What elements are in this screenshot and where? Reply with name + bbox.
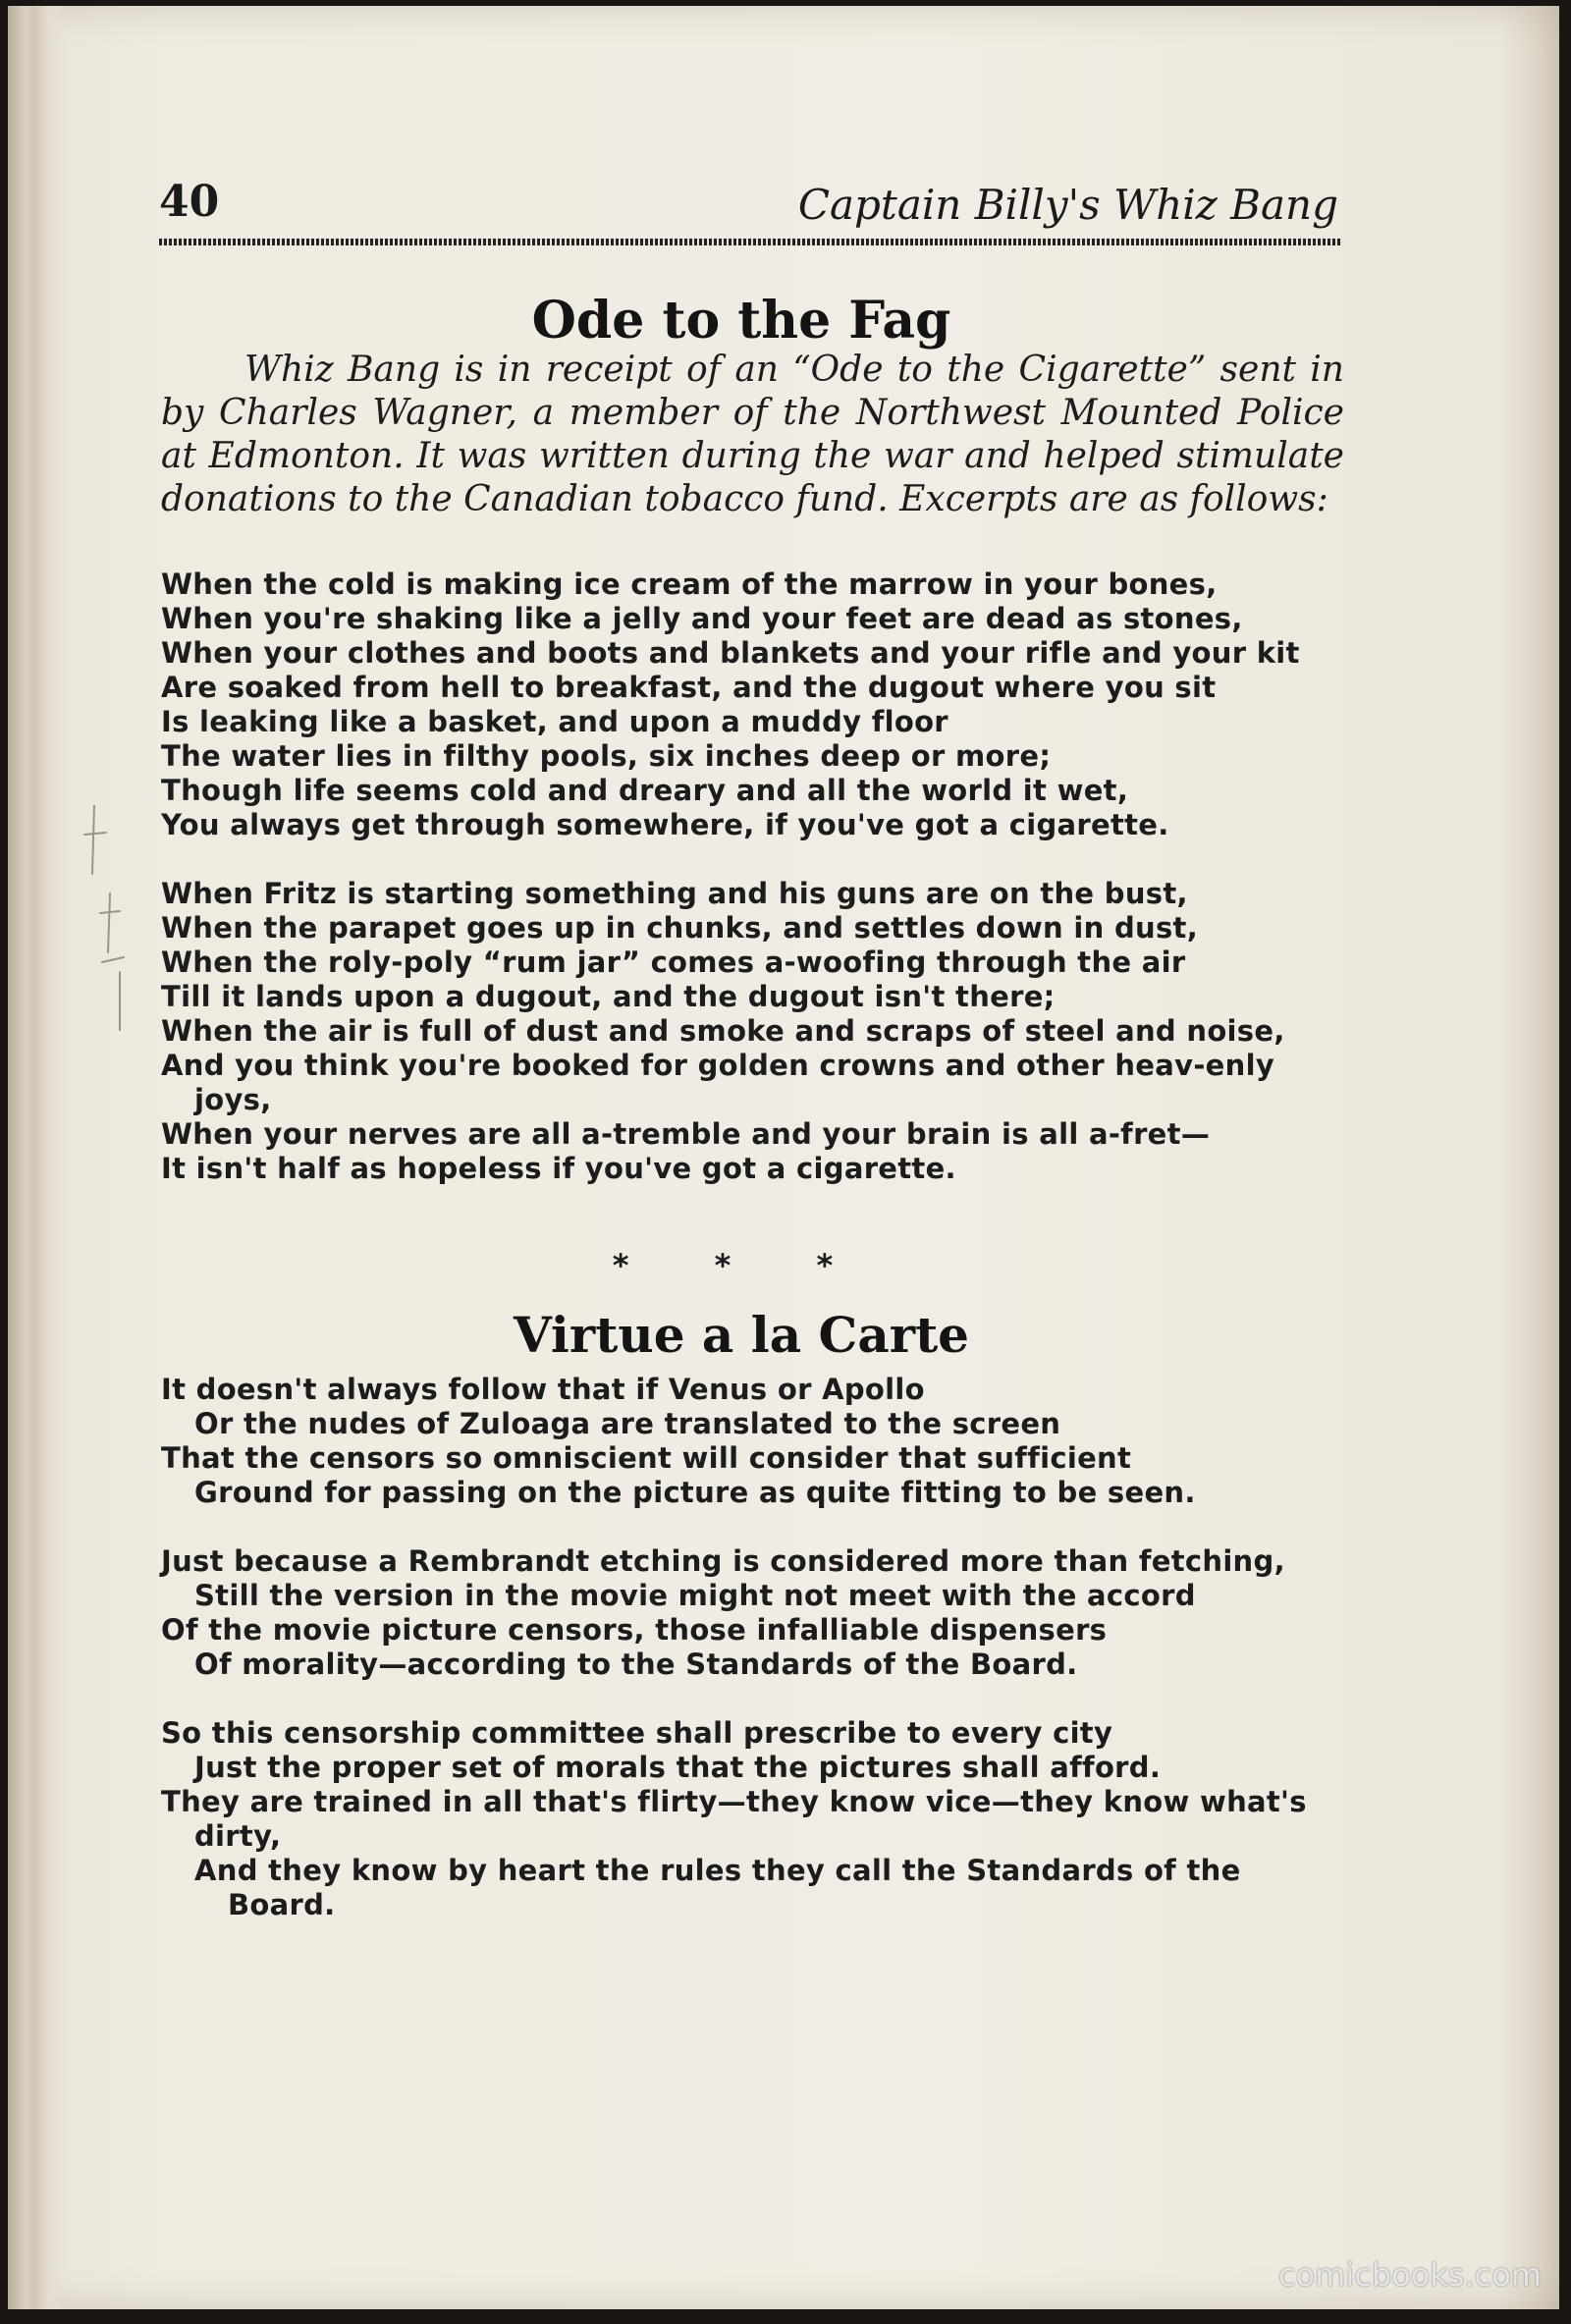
poem-line: So this censorship committee shall prescribe to every city <box>161 1716 1113 1750</box>
poem-line: When your nerves are all a-tremble and your brain is all a-fret— <box>161 1117 1211 1151</box>
poem-line: And they know by heart the rules they call the Standards of the Board. <box>194 1854 1241 1921</box>
poem-line: The water lies in filthy pools, six inches deep or more; <box>161 739 1052 773</box>
poem-line: Are soaked from hell to breakfast, and the dugout where you sit <box>161 671 1217 704</box>
poem-line: Till it lands upon a dugout, and the dugout isn't there; <box>161 980 1056 1013</box>
poem-stanza <box>161 1716 1349 1922</box>
poem-line: When Fritz is starting something and his guns are on the bust, <box>161 877 1188 910</box>
poem-virtue <box>161 1373 1349 1922</box>
article-title-ode: Ode to the Fag <box>531 291 951 351</box>
running-header-title: Captain Billy's Whiz Bang <box>797 181 1338 229</box>
poem-line: They are trained in all that's flirty—they know vice—they know what's dirty, <box>161 1785 1307 1853</box>
poem-line: It doesn't always follow that if Venus or Apollo <box>161 1373 925 1406</box>
poem-stanza <box>161 1544 1349 1682</box>
poem-line: And you think you're booked for golden crowns and other heav-enly joys, <box>161 1049 1275 1116</box>
poem-line: When the parapet goes up in chunks, and settles down in dust, <box>161 911 1199 945</box>
poem-line: That the censors so omniscient will consider that sufficient <box>161 1441 1132 1475</box>
poem-line: When you're shaking like a jelly and your feet are dead as stones, <box>161 602 1243 635</box>
poem-line: Just because a Rembrandt etching is considered more than fetching, <box>161 1544 1285 1578</box>
poem-line: Is leaking like a basket, and upon a muddy floor <box>161 705 948 738</box>
watermark: comicbooks.com <box>1277 2256 1542 2294</box>
poem-stanza <box>161 1373 1349 1510</box>
poem-line: Though life seems cold and dreary and all the world it wet, <box>161 774 1129 807</box>
pencil-mark <box>81 805 139 1031</box>
poem-stanza <box>161 567 1349 842</box>
poem-ode <box>161 567 1349 1186</box>
poem-line: Ground for passing on the picture as quite fitting to be seen. <box>194 1476 1196 1509</box>
poem-line: Still the version in the movie might not meet with the accord <box>194 1579 1196 1612</box>
article-intro <box>161 349 1344 521</box>
poem-line: Or the nudes of Zuloaga are translated to the screen <box>194 1407 1061 1440</box>
page-number: 40 <box>159 177 220 227</box>
page-binding-edge <box>8 6 67 2309</box>
poem-line: Of the movie picture censors, those infalliable dispensers <box>161 1613 1108 1647</box>
section-separator: * * * <box>612 1247 871 1284</box>
intro-paragraph: Whiz Bang is in receipt of an “Ode to the Cigarette” sent in by Charles Wagner, a member of the Northwest Mounted Police at Edmonton. It was written during the war and helped stimulate donations to the Canadian tobacco fund. Excerpts are as follows: <box>161 350 1344 519</box>
article-title-virtue: Virtue a la Carte <box>514 1306 969 1364</box>
poem-line: Of morality—according to the Standards of the Board. <box>194 1648 1078 1681</box>
header-rule <box>159 239 1342 245</box>
poem-line: When your clothes and boots and blankets and your rifle and your kit <box>161 636 1300 670</box>
poem-line: Just the proper set of morals that the pictures shall afford. <box>194 1751 1162 1784</box>
poem-line: When the roly-poly “rum jar” comes a-woofing through the air <box>161 946 1186 979</box>
poem-stanza <box>161 877 1349 1186</box>
poem-line: When the cold is making ice cream of the marrow in your bones, <box>161 567 1218 601</box>
poem-line: You always get through somewhere, if you've got a cigarette. <box>161 808 1169 841</box>
poem-line: It isn't half as hopeless if you've got a cigarette. <box>161 1152 956 1185</box>
poem-line: When the air is full of dust and smoke and scraps of steel and noise, <box>161 1014 1285 1048</box>
